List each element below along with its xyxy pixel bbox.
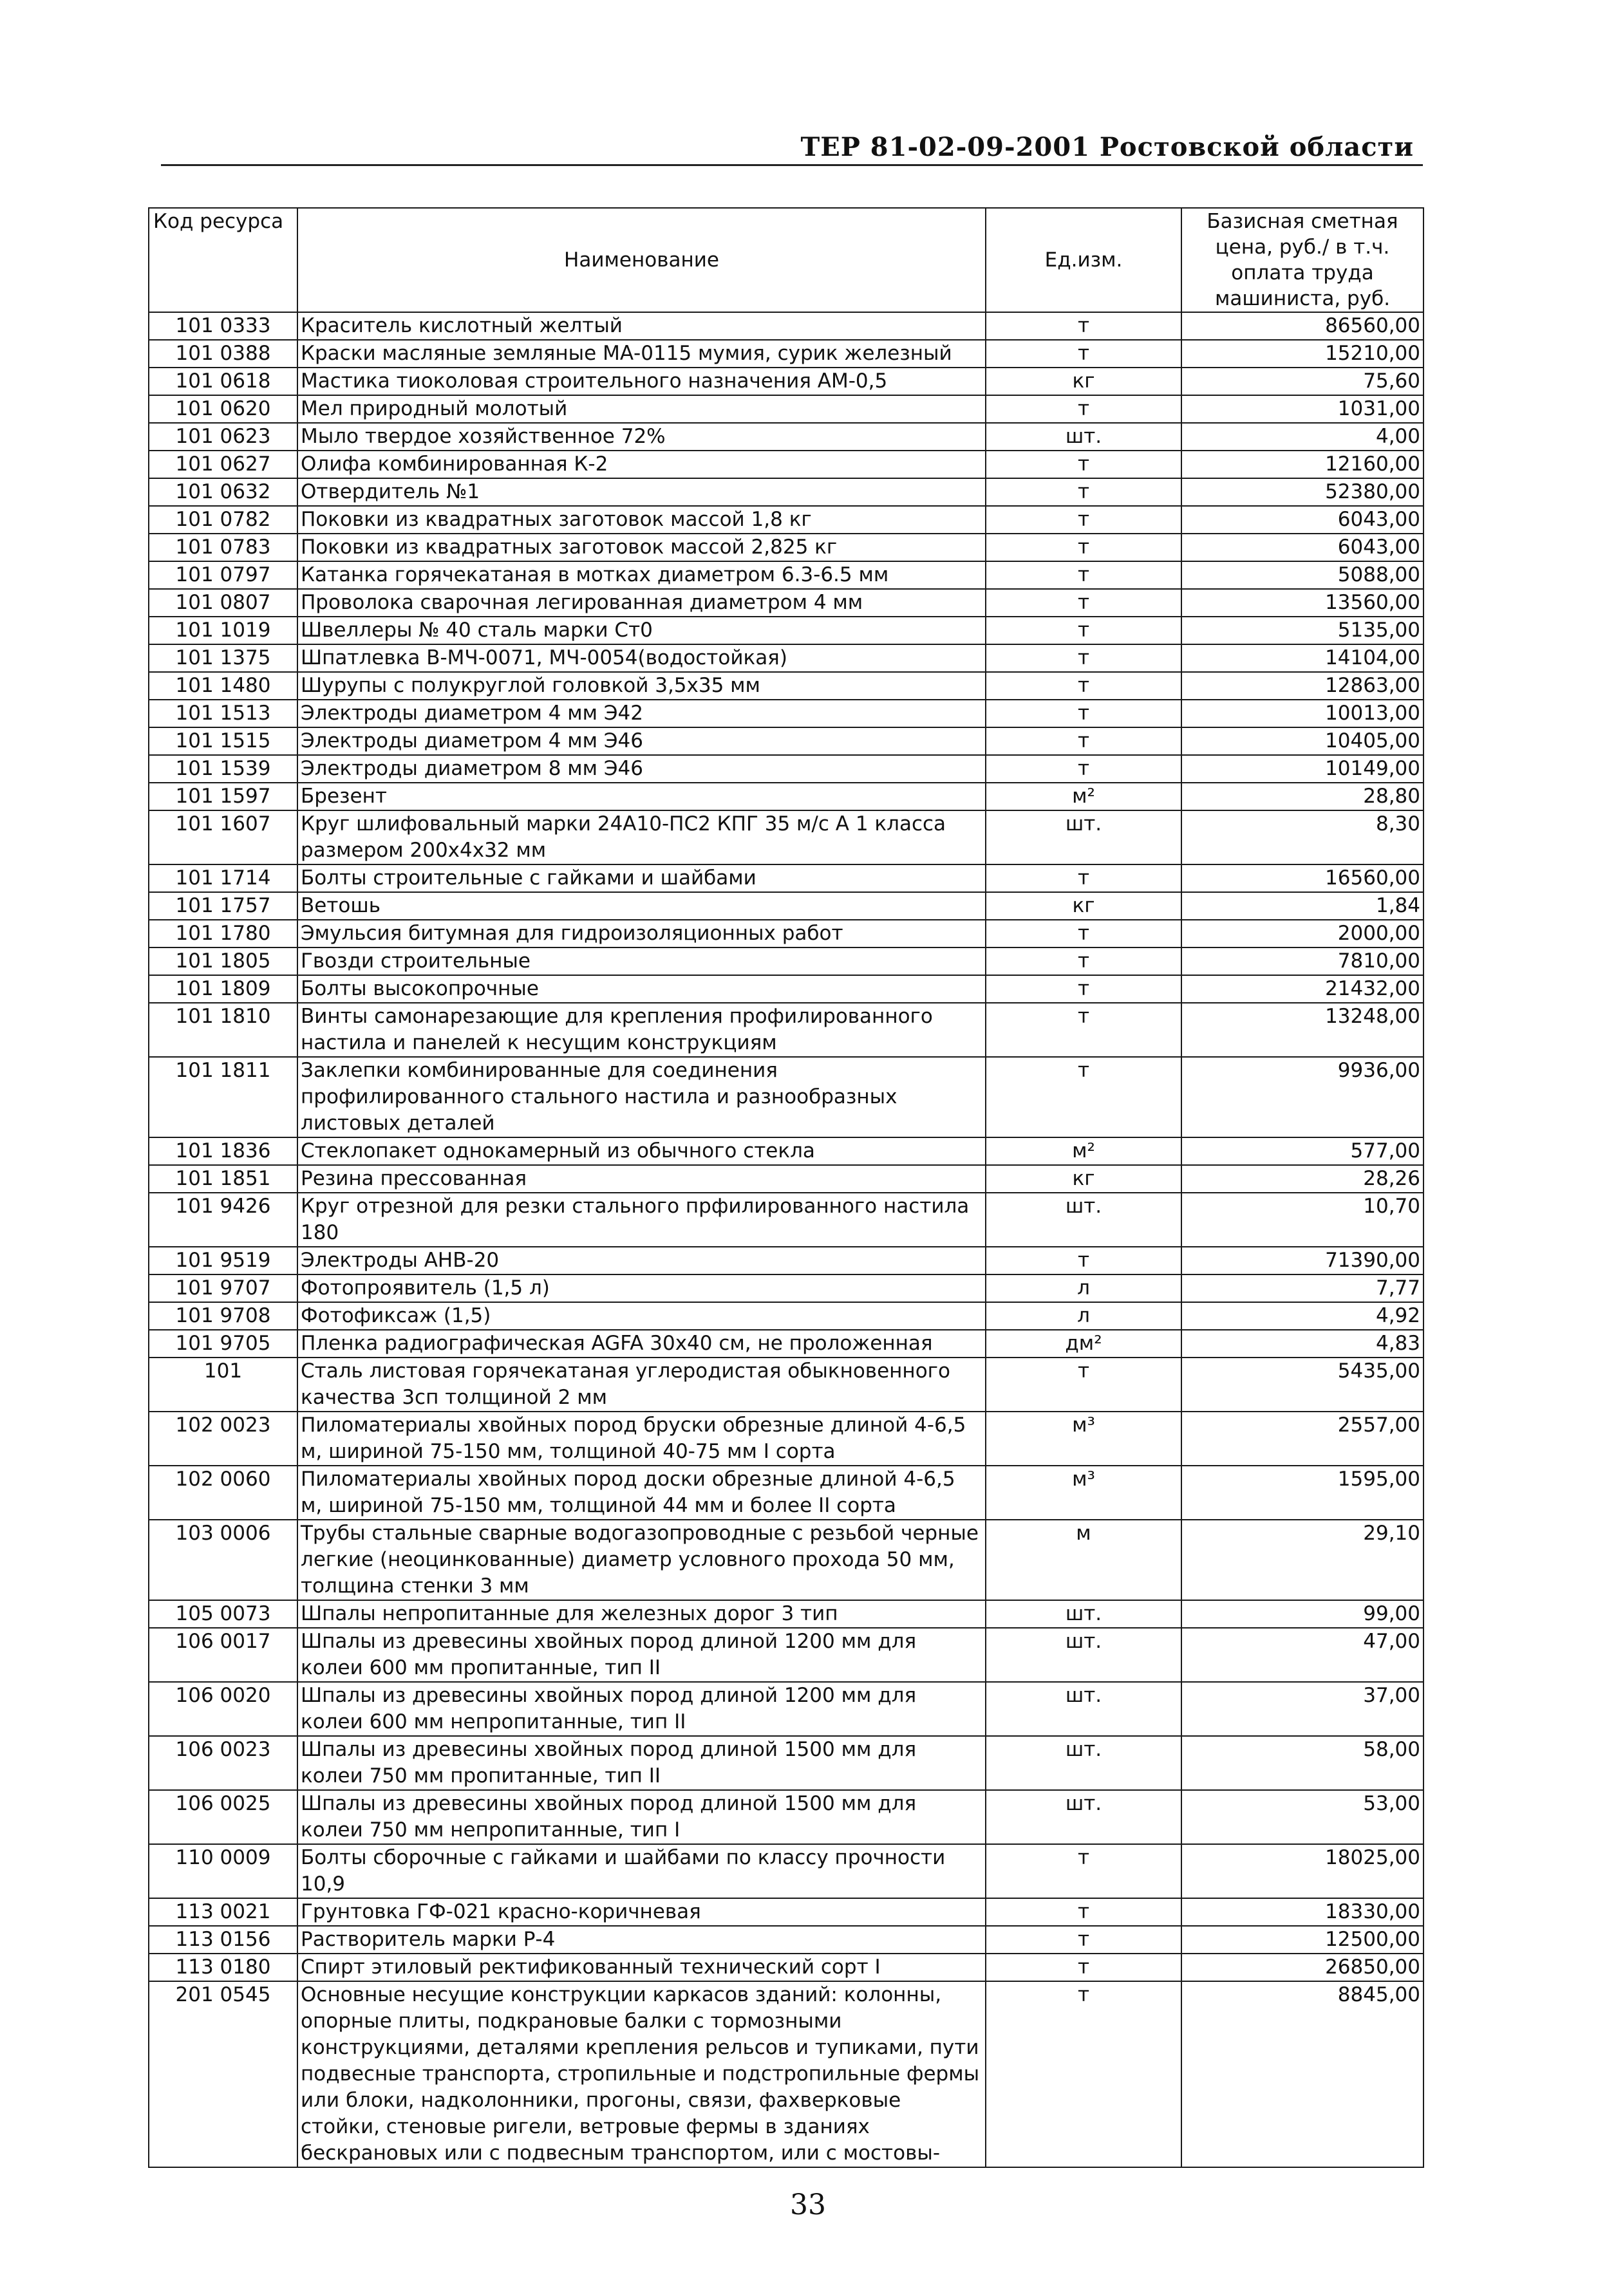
table-row <box>149 395 1423 423</box>
table-row <box>149 1302 1423 1330</box>
cell-name: Краски масляные земляные МА-0115 мумия, сурик железный <box>297 340 986 368</box>
table-row <box>149 755 1423 783</box>
cell-name: Швеллеры № 40 сталь марки Ст0 <box>297 617 986 644</box>
table-row <box>149 1165 1423 1193</box>
cell-name: Шпалы из древесины хвойных пород длиной 1200 мм для колеи 600 мм непропитанные, тип II <box>297 1682 986 1736</box>
cell-code: 101 1714 <box>149 864 297 892</box>
cell-code: 101 9707 <box>149 1274 297 1302</box>
table-row <box>149 1844 1423 1898</box>
cell-unit: м³ <box>986 1412 1181 1466</box>
cell-name: Электроды диаметром 4 мм Э42 <box>297 700 986 727</box>
cell-unit: т <box>986 727 1181 755</box>
cell-unit: шт. <box>986 1600 1181 1628</box>
cell-name: Эмульсия битумная для гидроизоляционных работ <box>297 920 986 947</box>
table-header-row <box>149 208 1423 312</box>
cell-unit: шт. <box>986 1736 1181 1790</box>
cell-price: 26850,00 <box>1181 1954 1423 1981</box>
cell-price: 10,70 <box>1181 1193 1423 1247</box>
table-row <box>149 478 1423 506</box>
cell-unit: т <box>986 700 1181 727</box>
cell-code: 101 1836 <box>149 1137 297 1165</box>
cell-price: 8845,00 <box>1181 1981 1423 2167</box>
cell-code: 101 1811 <box>149 1057 297 1137</box>
cell-price: 18330,00 <box>1181 1898 1423 1926</box>
cell-name: Краситель кислотный желтый <box>297 312 986 340</box>
cell-unit: т <box>986 1981 1181 2167</box>
cell-name: Гвозди строительные <box>297 947 986 975</box>
cell-code: 101 1805 <box>149 947 297 975</box>
cell-name: Мастика тиоколовая строительного назначения АМ-0,5 <box>297 368 986 395</box>
cell-price: 12863,00 <box>1181 672 1423 700</box>
table-body <box>149 312 1423 2167</box>
cell-unit: т <box>986 312 1181 340</box>
cell-name: Фотофиксаж (1,5) <box>297 1302 986 1330</box>
cell-name: Олифа комбинированная К-2 <box>297 451 986 478</box>
cell-unit: т <box>986 947 1181 975</box>
cell-price: 12500,00 <box>1181 1926 1423 1954</box>
table-row <box>149 617 1423 644</box>
cell-code: 101 1515 <box>149 727 297 755</box>
cell-code: 101 9426 <box>149 1193 297 1247</box>
cell-name: Шпалы из древесины хвойных пород длиной 1200 мм для колеи 600 мм пропитанные, тип II <box>297 1628 986 1682</box>
cell-price: 4,83 <box>1181 1330 1423 1358</box>
cell-price: 13560,00 <box>1181 589 1423 617</box>
cell-unit: т <box>986 975 1181 1003</box>
table-row <box>149 1926 1423 1954</box>
cell-price: 52380,00 <box>1181 478 1423 506</box>
cell-price: 53,00 <box>1181 1790 1423 1844</box>
cell-name: Катанка горячекатаная в мотках диаметром 6.3-6.5 мм <box>297 561 986 589</box>
cell-unit: шт. <box>986 1193 1181 1247</box>
table-row <box>149 451 1423 478</box>
cell-code: 113 0180 <box>149 1954 297 1981</box>
cell-name: Брезент <box>297 783 986 810</box>
cell-code: 101 1597 <box>149 783 297 810</box>
table-row <box>149 1790 1423 1844</box>
cell-name: Поковки из квадратных заготовок массой 1,8 кг <box>297 506 986 534</box>
table-row <box>149 1628 1423 1682</box>
cell-code: 101 1513 <box>149 700 297 727</box>
table-row <box>149 340 1423 368</box>
cell-unit: дм² <box>986 1330 1181 1358</box>
cell-code: 101 0333 <box>149 312 297 340</box>
cell-code: 101 0618 <box>149 368 297 395</box>
cell-name: Электроды диаметром 8 мм Э46 <box>297 755 986 783</box>
cell-code: 101 0623 <box>149 423 297 451</box>
cell-code: 101 0807 <box>149 589 297 617</box>
cell-code: 101 1809 <box>149 975 297 1003</box>
cell-price: 14104,00 <box>1181 644 1423 672</box>
cell-name: Болты высокопрочные <box>297 975 986 1003</box>
cell-code: 102 0060 <box>149 1466 297 1520</box>
cell-code: 106 0023 <box>149 1736 297 1790</box>
table-row <box>149 1412 1423 1466</box>
column-header-code: Код ресурса <box>149 208 297 312</box>
cell-unit: т <box>986 672 1181 700</box>
cell-code: 101 1375 <box>149 644 297 672</box>
cell-price: 99,00 <box>1181 1600 1423 1628</box>
cell-code: 103 0006 <box>149 1520 297 1600</box>
cell-price: 7,77 <box>1181 1274 1423 1302</box>
table-row <box>149 1330 1423 1358</box>
cell-name: Болты сборочные с гайками и шайбами по классу прочности 10,9 <box>297 1844 986 1898</box>
page-number: 33 <box>790 2189 826 2221</box>
document-title: ТЕР 81-02-09-2001 Ростовской области <box>800 132 1414 162</box>
cell-unit: т <box>986 1926 1181 1954</box>
cell-name: Электроды АНВ-20 <box>297 1247 986 1274</box>
cell-name: Шурупы с полукруглой головкой 3,5х35 мм <box>297 672 986 700</box>
cell-unit: шт. <box>986 423 1181 451</box>
cell-unit: т <box>986 1954 1181 1981</box>
cell-name: Шпалы непропитанные для железных дорог 3 тип <box>297 1600 986 1628</box>
table-row <box>149 864 1423 892</box>
cell-unit: м <box>986 1520 1181 1600</box>
cell-name: Мыло твердое хозяйственное 72% <box>297 423 986 451</box>
cell-name: Грунтовка ГФ-021 красно-коричневая <box>297 1898 986 1926</box>
cell-price: 75,60 <box>1181 368 1423 395</box>
cell-price: 4,92 <box>1181 1302 1423 1330</box>
page-header <box>161 132 1423 166</box>
cell-name: Основные несущие конструкции каркасов зданий: колонны, опорные плиты, подкрановые балки с тормозными конструкциями, деталями крепления рельсов и тупиками, пути подвесные транспорта, стропильные и подстропильные фермы или блоки, надколонники, прогоны, связи, фахверковые стойки, стеновые ригели, ветровые фермы в зданиях бескрановых или с подвесным транспортом, или с мостовы- <box>297 1981 986 2167</box>
cell-price: 4,00 <box>1181 423 1423 451</box>
table-row <box>149 1898 1423 1926</box>
cell-price: 15210,00 <box>1181 340 1423 368</box>
cell-name: Заклепки комбинированные для соединения профилированного стального настила и разнообразных листовых деталей <box>297 1057 986 1137</box>
cell-unit: л <box>986 1274 1181 1302</box>
cell-name: Пленка радиографическая AGFA 30х40 см, не проложенная <box>297 1330 986 1358</box>
cell-price: 6043,00 <box>1181 506 1423 534</box>
cell-price: 13248,00 <box>1181 1003 1423 1057</box>
cell-code: 106 0020 <box>149 1682 297 1736</box>
cell-name: Сталь листовая горячекатаная углеродистая обыкновенного качества 3сп толщиной 2 мм <box>297 1358 986 1412</box>
cell-unit: т <box>986 395 1181 423</box>
cell-unit: т <box>986 864 1181 892</box>
cell-code: 106 0025 <box>149 1790 297 1844</box>
cell-unit: шт. <box>986 1790 1181 1844</box>
table-row <box>149 700 1423 727</box>
cell-name: Ветошь <box>297 892 986 920</box>
cell-name: Пиломатериалы хвойных пород бруски обрезные длиной 4-6,5 м, шириной 75-150 мм, толщиной 40-75 мм I сорта <box>297 1412 986 1466</box>
cell-code: 101 1757 <box>149 892 297 920</box>
cell-code: 101 0388 <box>149 340 297 368</box>
cell-price: 37,00 <box>1181 1682 1423 1736</box>
table-row <box>149 506 1423 534</box>
cell-unit: т <box>986 1003 1181 1057</box>
cell-price: 29,10 <box>1181 1520 1423 1600</box>
table-row <box>149 423 1423 451</box>
cell-price: 5135,00 <box>1181 617 1423 644</box>
cell-unit: кг <box>986 892 1181 920</box>
cell-unit: т <box>986 1057 1181 1137</box>
cell-price: 5435,00 <box>1181 1358 1423 1412</box>
cell-price: 21432,00 <box>1181 975 1423 1003</box>
cell-price: 6043,00 <box>1181 534 1423 561</box>
cell-unit: м² <box>986 1137 1181 1165</box>
table-row <box>149 589 1423 617</box>
cell-unit: т <box>986 1247 1181 1274</box>
cell-price: 1595,00 <box>1181 1466 1423 1520</box>
table-row <box>149 312 1423 340</box>
cell-code: 101 0782 <box>149 506 297 534</box>
table-row <box>149 1003 1423 1057</box>
column-header-unit: Ед.изм. <box>986 208 1181 312</box>
cell-unit: т <box>986 920 1181 947</box>
table-row <box>149 810 1423 864</box>
cell-unit: кг <box>986 1165 1181 1193</box>
cell-unit: т <box>986 1358 1181 1412</box>
cell-code: 101 1480 <box>149 672 297 700</box>
cell-name: Болты строительные с гайками и шайбами <box>297 864 986 892</box>
table-row <box>149 947 1423 975</box>
column-header-name: Наименование <box>297 208 986 312</box>
table-row <box>149 1736 1423 1790</box>
cell-code: 101 0620 <box>149 395 297 423</box>
cell-price: 10405,00 <box>1181 727 1423 755</box>
table-row <box>149 1981 1423 2167</box>
cell-code: 101 0627 <box>149 451 297 478</box>
table-row <box>149 920 1423 947</box>
cell-price: 1,84 <box>1181 892 1423 920</box>
table-row <box>149 534 1423 561</box>
table-row <box>149 561 1423 589</box>
cell-code: 110 0009 <box>149 1844 297 1898</box>
cell-name: Растворитель марки Р-4 <box>297 1926 986 1954</box>
cell-name: Мел природный молотый <box>297 395 986 423</box>
table-row <box>149 1137 1423 1165</box>
cell-unit: м² <box>986 783 1181 810</box>
table-row <box>149 368 1423 395</box>
cell-name: Винты самонарезающие для крепления профилированного настила и панелей к несущим конструкциям <box>297 1003 986 1057</box>
cell-unit: т <box>986 478 1181 506</box>
cell-unit: т <box>986 644 1181 672</box>
cell-unit: шт. <box>986 1628 1181 1682</box>
cell-code: 101 9705 <box>149 1330 297 1358</box>
cell-unit: т <box>986 617 1181 644</box>
cell-code: 113 0156 <box>149 1926 297 1954</box>
cell-price: 28,80 <box>1181 783 1423 810</box>
cell-code: 101 9519 <box>149 1247 297 1274</box>
cell-name: Шпатлевка В-МЧ-0071, МЧ-0054(водостойкая) <box>297 644 986 672</box>
cell-unit: т <box>986 561 1181 589</box>
cell-name: Стеклопакет однокамерный из обычного стекла <box>297 1137 986 1165</box>
cell-code: 101 0797 <box>149 561 297 589</box>
cell-price: 16560,00 <box>1181 864 1423 892</box>
cell-price: 9936,00 <box>1181 1057 1423 1137</box>
cell-code: 106 0017 <box>149 1628 297 1682</box>
cell-price: 10149,00 <box>1181 755 1423 783</box>
cell-price: 7810,00 <box>1181 947 1423 975</box>
cell-unit: м³ <box>986 1466 1181 1520</box>
cell-code: 101 <box>149 1358 297 1412</box>
cell-unit: т <box>986 451 1181 478</box>
cell-code: 101 0783 <box>149 534 297 561</box>
cell-name: Круг шлифовальный марки 24А10-ПС2 КПГ 35 м/с А 1 класса размером 200х4х32 мм <box>297 810 986 864</box>
cell-code: 101 1607 <box>149 810 297 864</box>
cell-price: 58,00 <box>1181 1736 1423 1790</box>
table-row <box>149 727 1423 755</box>
cell-unit: шт. <box>986 810 1181 864</box>
resource-price-table <box>148 207 1424 2168</box>
table-row <box>149 1466 1423 1520</box>
cell-name: Шпалы из древесины хвойных пород длиной 1500 мм для колеи 750 мм непропитанные, тип I <box>297 1790 986 1844</box>
table-row <box>149 1600 1423 1628</box>
cell-unit: т <box>986 589 1181 617</box>
cell-name: Спирт этиловый ректификованный технический сорт I <box>297 1954 986 1981</box>
cell-price: 18025,00 <box>1181 1844 1423 1898</box>
cell-code: 101 9708 <box>149 1302 297 1330</box>
table-row <box>149 783 1423 810</box>
cell-code: 101 1539 <box>149 755 297 783</box>
column-header-price: Базисная сметная цена, руб./ в т.ч. оплата труда машиниста, руб. <box>1181 208 1423 312</box>
cell-price: 47,00 <box>1181 1628 1423 1682</box>
cell-code: 101 1810 <box>149 1003 297 1057</box>
table-row <box>149 975 1423 1003</box>
cell-code: 201 0545 <box>149 1981 297 2167</box>
cell-unit: шт. <box>986 1682 1181 1736</box>
cell-code: 102 0023 <box>149 1412 297 1466</box>
cell-name: Круг отрезной для резки стального прфилированного настила 180 <box>297 1193 986 1247</box>
cell-price: 577,00 <box>1181 1137 1423 1165</box>
cell-unit: т <box>986 534 1181 561</box>
cell-name: Отвердитель №1 <box>297 478 986 506</box>
cell-name: Проволока сварочная легированная диаметром 4 мм <box>297 589 986 617</box>
cell-unit: т <box>986 755 1181 783</box>
cell-name: Поковки из квадратных заготовок массой 2,825 кг <box>297 534 986 561</box>
cell-price: 86560,00 <box>1181 312 1423 340</box>
cell-name: Фотопроявитель (1,5 л) <box>297 1274 986 1302</box>
cell-unit: т <box>986 340 1181 368</box>
table-row <box>149 644 1423 672</box>
cell-price: 71390,00 <box>1181 1247 1423 1274</box>
table-row <box>149 1247 1423 1274</box>
table-row <box>149 1193 1423 1247</box>
table-row <box>149 892 1423 920</box>
cell-unit: л <box>986 1302 1181 1330</box>
cell-name: Трубы стальные сварные водогазопроводные с резьбой черные легкие (неоцинкованные) диаметр условного прохода 50 мм, толщина стенки 3 мм <box>297 1520 986 1600</box>
table-row <box>149 672 1423 700</box>
cell-code: 101 0632 <box>149 478 297 506</box>
cell-unit: т <box>986 1844 1181 1898</box>
cell-unit: т <box>986 506 1181 534</box>
cell-name: Резина прессованная <box>297 1165 986 1193</box>
cell-code: 113 0021 <box>149 1898 297 1926</box>
cell-price: 8,30 <box>1181 810 1423 864</box>
cell-price: 2557,00 <box>1181 1412 1423 1466</box>
cell-name: Пиломатериалы хвойных пород доски обрезные длиной 4-6,5 м, шириной 75-150 мм, толщиной 44 мм и более II сорта <box>297 1466 986 1520</box>
cell-unit: т <box>986 1898 1181 1926</box>
cell-price: 1031,00 <box>1181 395 1423 423</box>
cell-price: 10013,00 <box>1181 700 1423 727</box>
cell-price: 28,26 <box>1181 1165 1423 1193</box>
cell-name: Шпалы из древесины хвойных пород длиной 1500 мм для колеи 750 мм пропитанные, тип II <box>297 1736 986 1790</box>
cell-price: 12160,00 <box>1181 451 1423 478</box>
cell-code: 101 1780 <box>149 920 297 947</box>
cell-name: Электроды диаметром 4 мм Э46 <box>297 727 986 755</box>
table-row <box>149 1520 1423 1600</box>
cell-unit: кг <box>986 368 1181 395</box>
table-row <box>149 1358 1423 1412</box>
table-row <box>149 1274 1423 1302</box>
cell-price: 2000,00 <box>1181 920 1423 947</box>
table-row <box>149 1954 1423 1981</box>
table-row <box>149 1682 1423 1736</box>
cell-code: 101 1019 <box>149 617 297 644</box>
cell-code: 101 1851 <box>149 1165 297 1193</box>
cell-code: 105 0073 <box>149 1600 297 1628</box>
table-row <box>149 1057 1423 1137</box>
cell-price: 5088,00 <box>1181 561 1423 589</box>
